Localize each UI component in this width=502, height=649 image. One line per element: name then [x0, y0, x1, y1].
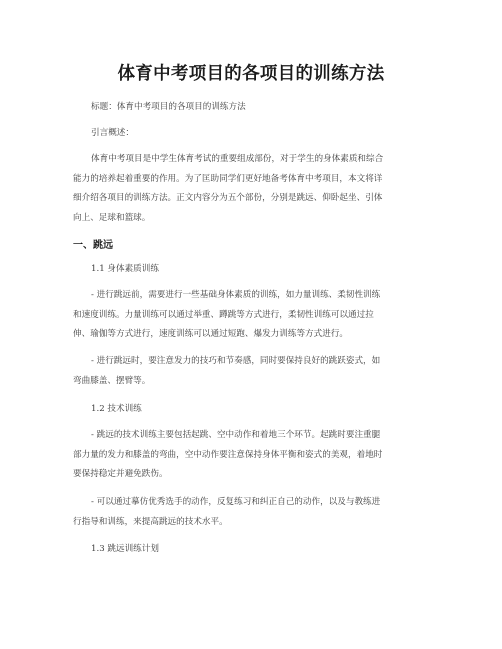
paragraph-1-1-a: - 进行跳远前，需要进行一些基础身体素质的训练，如力量训练、柔韧性训练 和速度训练。力量训练可以通过举重、蹲跳等方式进行，柔韧性训练可以通过拉 伸、瑜伽等方式进行，速度训练可以通过短跑、爆发力训练等方式进行。: [73, 290, 381, 339]
label-line: 标题：体育中考项目的各项目的训练方法: [91, 102, 246, 112]
document-title: 体育中考项目的各项目的训练方法: [117, 64, 385, 84]
subsection-heading-1-1: 1.1 身体素质训练: [91, 264, 159, 274]
paragraph-1-2-a: - 跳远的技术训练主要包括起跳、空中动作和着地三个环节。起跳时要注重腿 部力量的发力和膝盖的弯曲，空中动作要注意保持身体平衡和姿式的美观，着地时 要保持稳定并避免跌伤。: [73, 430, 383, 479]
section-heading-long-jump: 一、跳远: [73, 240, 113, 251]
paragraph-1-2-b: - 可以通过摹仿优秀选手的动作，反复练习和纠正自己的动作，以及与教练进 行指导和训练，来提高跳远的技术水平。: [73, 497, 381, 527]
intro-heading: 引言概述：: [91, 128, 134, 138]
subsection-heading-1-2: 1.2 技术训练: [91, 404, 142, 414]
subsection-heading-1-3: 1.3 跳远训练计划: [91, 544, 159, 554]
intro-paragraph: 体育中考项目是中学生体育考试的重要组成部份，对于学生的身体素质和综合 能力的培养起着重要的作用。为了匡助同学们更好地备考体育中考项目，本文将详 细介绍各项目的训练方法。正文内容分为五个部份，分别是跳远、仰卧起坐、引体 向上、足球和篮球。: [73, 154, 384, 223]
paragraph-1-1-b: - 进行跳远时，要注意发力的技巧和节奏感，同时要保持良好的跳跃姿式，如 弯曲膝盖、摆臂等。: [73, 356, 381, 386]
